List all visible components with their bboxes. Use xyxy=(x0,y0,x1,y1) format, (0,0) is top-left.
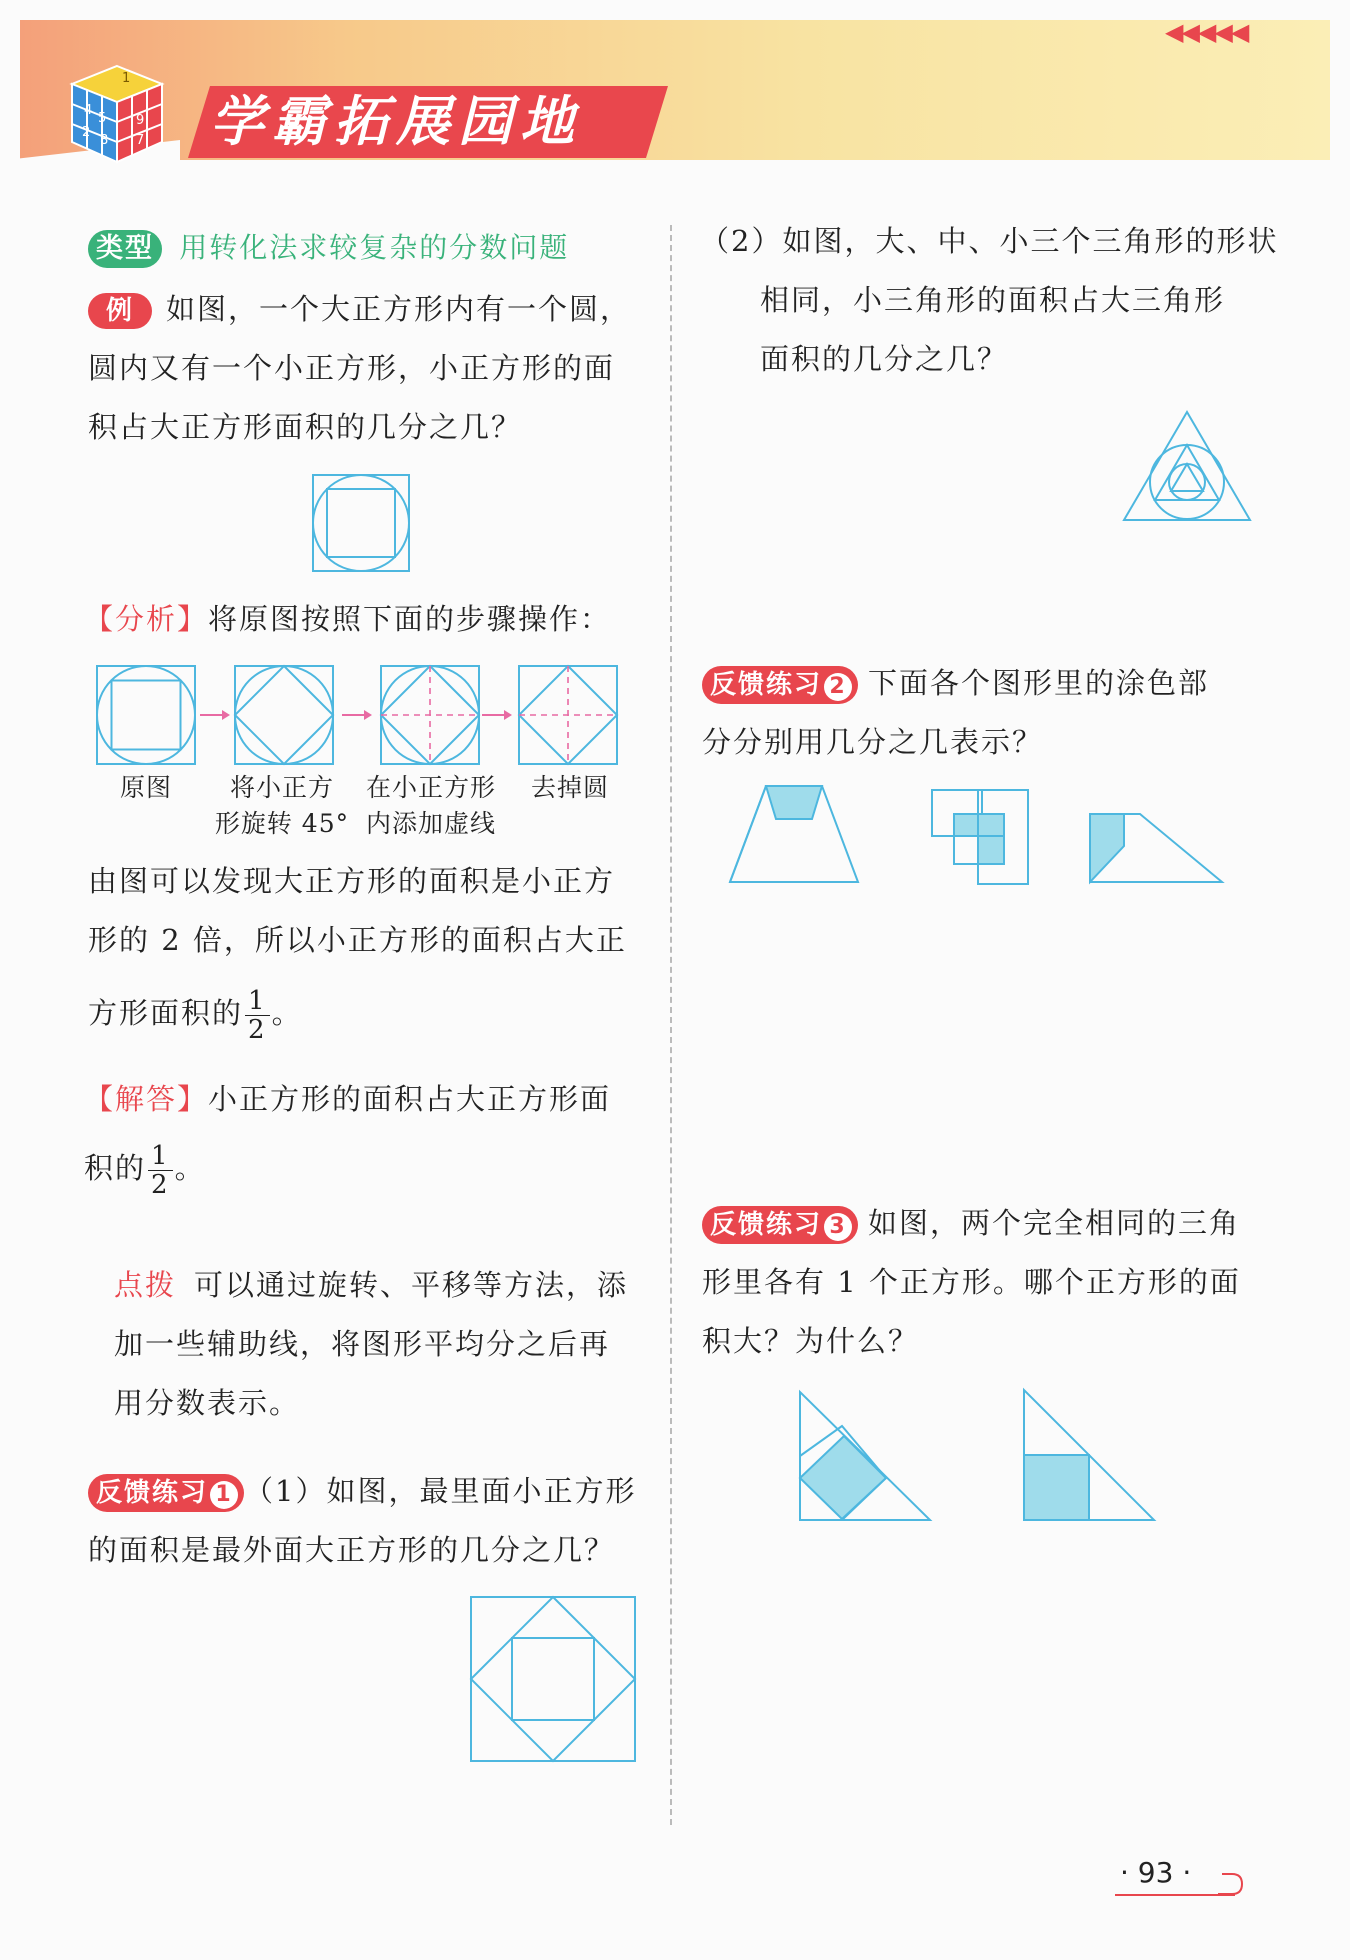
triangle-tilted-square-figure xyxy=(798,1390,932,1522)
feedback-badge xyxy=(702,1206,858,1244)
column-divider xyxy=(670,225,672,1825)
page-curl-decoration xyxy=(1218,1872,1246,1898)
example-figure xyxy=(312,474,410,572)
analysis-line xyxy=(84,590,664,649)
fraction xyxy=(148,1142,173,1199)
feedback-badge-number: 3 xyxy=(824,1213,852,1241)
conclusion-line: 方形面积的 xyxy=(88,996,244,1030)
feedback-line: （1）如图，最里面小正方形 xyxy=(244,1474,637,1508)
feedback-line: 形里各有 1 个正方形。哪个正方形的面 xyxy=(702,1265,1241,1299)
answer-tag: 【解答】 xyxy=(84,1082,209,1116)
step-caption-line: 内添加虚线 xyxy=(365,809,496,838)
tip-block xyxy=(114,1256,654,1433)
cube-number: 5 xyxy=(98,111,107,126)
step-arrow xyxy=(342,708,372,722)
feedback-badge xyxy=(702,666,858,704)
q2-line: （2）如图，大、中、小三个三角形的形状 xyxy=(700,224,1279,258)
conclusion-line: 由图可以发现大正方形的面积是小正方 xyxy=(88,864,616,898)
cube-number: 9 xyxy=(136,113,145,128)
punctuation: 。 xyxy=(174,1151,206,1185)
triangle-upright-square-figure xyxy=(1022,1388,1156,1522)
feedback-line: 如图，两个完全相同的三角 xyxy=(868,1206,1241,1240)
cube-number: 7 xyxy=(136,133,145,148)
fraction xyxy=(245,987,270,1044)
feedback-badge xyxy=(88,1474,244,1512)
step-arrow xyxy=(482,708,512,722)
answer-line: 小正方形的面积占大正方形面 xyxy=(208,1082,612,1116)
q2-line: 相同，小三角形的面积占大三角形 xyxy=(760,283,1226,317)
conclusion-line: 形的 2 倍，所以小正方形的面积占大正 xyxy=(88,923,627,957)
type-heading xyxy=(88,218,648,277)
feedback-line: 积大？为什么？ xyxy=(702,1324,920,1358)
example-block xyxy=(88,280,648,457)
step-no-circle xyxy=(518,665,618,765)
step-arrow xyxy=(200,708,230,722)
step-caption-line: 将小正方 xyxy=(229,773,334,802)
step-caption xyxy=(356,770,506,842)
analysis-tag: 【分析】 xyxy=(84,602,209,636)
step-rotated xyxy=(234,665,334,765)
tip-line: 加一些辅助线，将图形平均分之后再 xyxy=(114,1327,611,1361)
example-line: 圆内又有一个小正方形，小正方形的面 xyxy=(88,351,616,385)
right-trapezoid-figure xyxy=(1088,812,1224,884)
analysis-text: 将原图按照下面的步骤操作： xyxy=(208,602,612,636)
cube-number: 2 xyxy=(82,125,91,140)
overlap-squares-figure xyxy=(930,788,1030,886)
step-caption-line: 形旋转 45° xyxy=(214,809,350,838)
step-caption-line: 原图 xyxy=(119,773,172,802)
type-badge: 类型 xyxy=(88,230,162,268)
feedback-badge-number: 1 xyxy=(210,1481,238,1509)
step-caption xyxy=(86,770,206,806)
rubik-cube-logo xyxy=(62,62,172,172)
tip-line: 用分数表示。 xyxy=(114,1386,301,1420)
feedback-line: 下面各个图形里的涂色部 xyxy=(868,666,1210,700)
feedback1-block xyxy=(88,1462,668,1580)
step-original xyxy=(96,665,196,765)
fraction-numerator: 1 xyxy=(245,987,270,1016)
nested-triangles-figure xyxy=(1122,410,1252,522)
step-caption xyxy=(510,770,630,806)
tip-tag: 点拨 xyxy=(114,1268,177,1302)
fraction-numerator: 1 xyxy=(148,1142,173,1171)
feedback-badge-label: 反馈练习 xyxy=(710,1210,823,1240)
punctuation: 。 xyxy=(271,996,303,1030)
q2-line: 面积的几分之几？ xyxy=(760,342,1009,376)
page-number-underline xyxy=(1115,1894,1235,1896)
cube-number: 4 xyxy=(84,103,93,118)
feedback3-block xyxy=(702,1194,1282,1371)
page-number: · 93 · xyxy=(1120,1856,1192,1889)
feedback-badge-number: 2 xyxy=(824,673,852,701)
cube-number: 8 xyxy=(100,133,109,148)
decorative-arrows: ◀◀◀◀◀ xyxy=(1165,18,1248,46)
step-dashed xyxy=(380,665,480,765)
example-badge: 例 xyxy=(88,293,152,329)
feedback-line: 分分别用几分之几表示？ xyxy=(702,725,1044,759)
feedback-badge-label: 反馈练习 xyxy=(96,1478,209,1508)
example-line: 如图，一个大正方形内有一个圆， xyxy=(166,292,632,326)
type-title: 用转化法求较复杂的分数问题 xyxy=(179,231,570,264)
step-caption-line: 去掉圆 xyxy=(530,773,609,802)
nested-squares-figure xyxy=(470,1596,636,1762)
step-caption-line: 在小正方形 xyxy=(365,773,496,802)
answer-block xyxy=(84,1070,664,1199)
cube-number: 1 xyxy=(122,71,131,86)
feedback-line: 的面积是最外面大正方形的几分之几？ xyxy=(88,1533,616,1567)
q2-block xyxy=(700,212,1280,389)
example-line: 积占大正方形面积的几分之几？ xyxy=(88,410,523,444)
feedback2-block xyxy=(702,654,1282,772)
answer-line: 积的 xyxy=(84,1151,147,1185)
feedback-badge-label: 反馈练习 xyxy=(710,670,823,700)
trapezoid-figure xyxy=(728,784,860,884)
fraction-denominator: 2 xyxy=(248,1014,267,1045)
tip-line: 可以通过旋转、平移等方法，添 xyxy=(194,1268,629,1302)
step-caption xyxy=(212,770,352,842)
page-title: 学霸拓展园地 xyxy=(210,90,582,153)
conclusion-block xyxy=(88,852,668,1044)
fraction-denominator: 2 xyxy=(151,1169,170,1200)
